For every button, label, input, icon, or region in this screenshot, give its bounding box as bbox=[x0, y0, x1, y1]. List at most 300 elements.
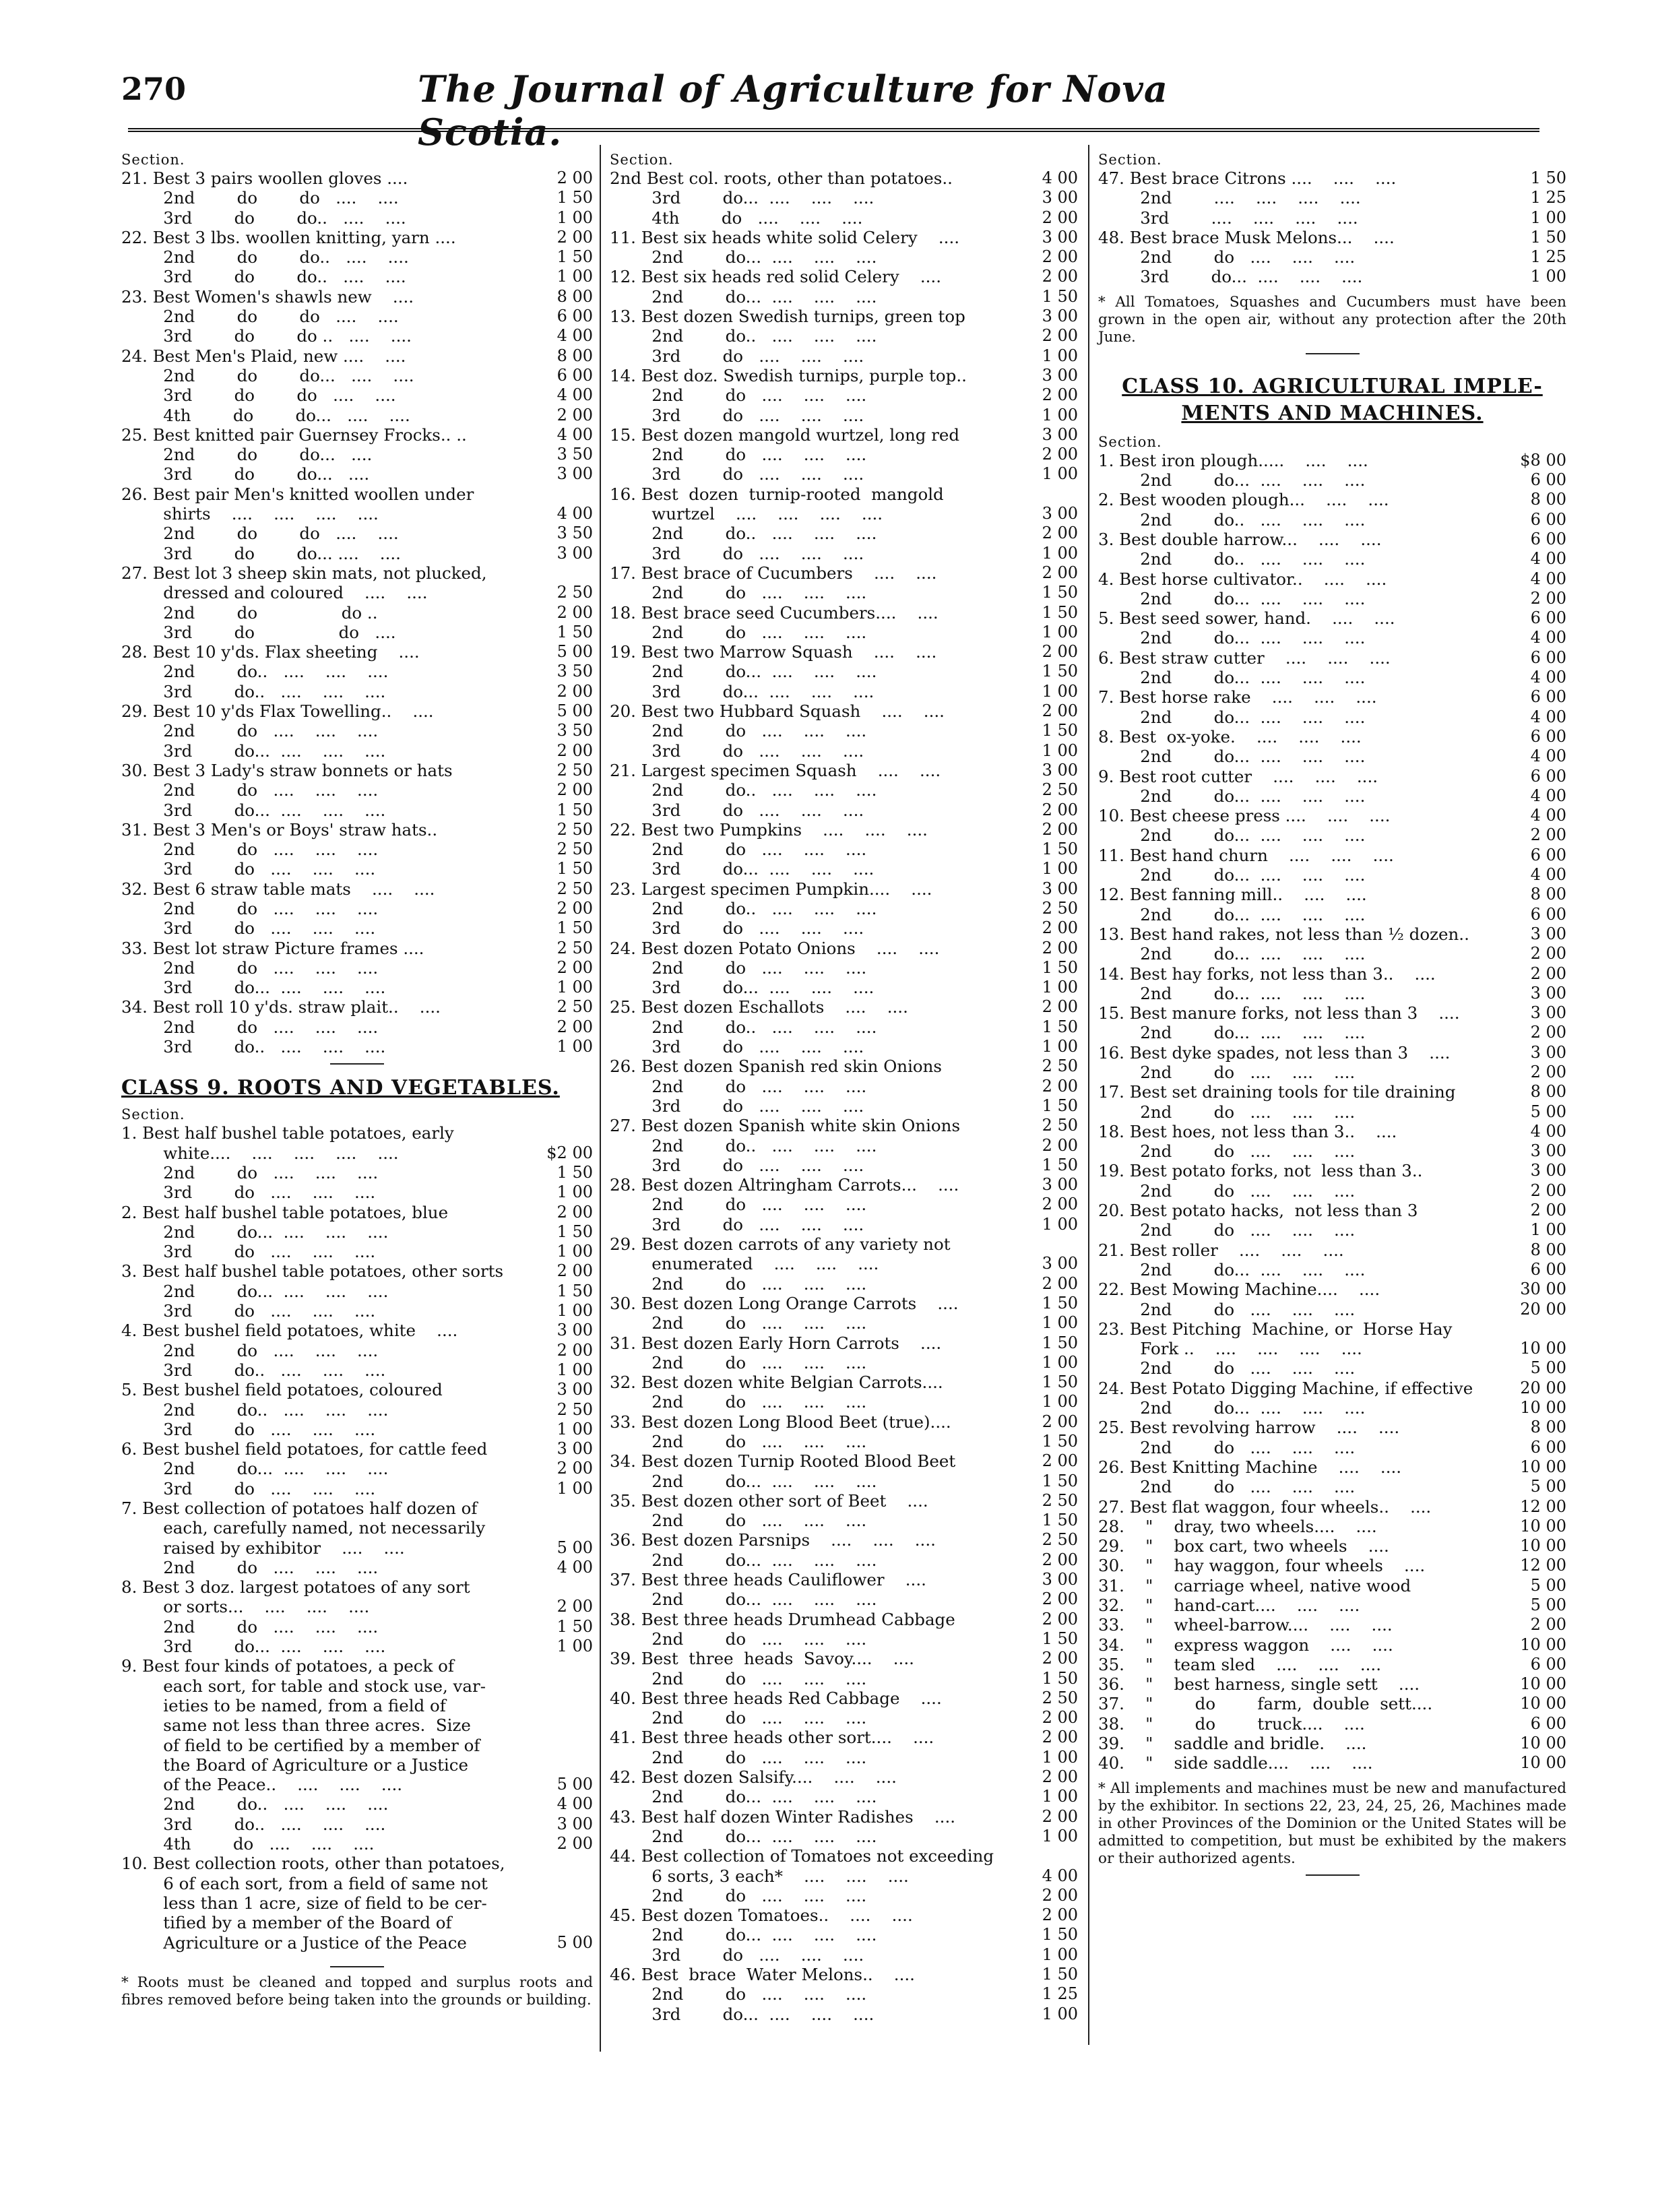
prize-amount: 1 00 bbox=[1042, 1037, 1078, 1056]
prize-row bbox=[121, 524, 593, 543]
prize-label: 3rd do .... .... .... bbox=[121, 1242, 376, 1262]
prize-row bbox=[1098, 786, 1566, 806]
prize-amount: 1 50 bbox=[1042, 1629, 1078, 1648]
prize-row bbox=[121, 1498, 593, 1518]
prize-row bbox=[1098, 1615, 1566, 1635]
prize-label: 24. Best dozen Potato Onions .... .... bbox=[610, 938, 940, 958]
prize-amount: 5 00 bbox=[556, 1932, 593, 1952]
prize-label: 3rd do .... .... .... bbox=[121, 1419, 376, 1439]
prize-row bbox=[121, 1400, 593, 1420]
prize-amount: 2 00 bbox=[1042, 1273, 1078, 1293]
prize-label: 2nd do... .... .... .... bbox=[1098, 668, 1366, 688]
prize-amount: 2 00 bbox=[1042, 938, 1078, 957]
prize-row bbox=[121, 425, 593, 445]
prize-amount: 6 00 bbox=[556, 307, 593, 326]
prize-label: 3rd do .... .... .... bbox=[121, 1478, 376, 1498]
prize-row bbox=[121, 741, 593, 761]
prize-amount: 2 00 bbox=[1042, 1589, 1078, 1609]
prize-label: 25. Best revolving harrow .... .... bbox=[1098, 1418, 1400, 1438]
prize-label: 2nd do... .... .... .... bbox=[1098, 1023, 1366, 1043]
prize-row bbox=[1098, 470, 1566, 490]
prize-row bbox=[121, 1854, 593, 1873]
prize-label: 3rd do.. .... .... .... bbox=[121, 1360, 386, 1380]
prize-amount: 4 00 bbox=[556, 504, 593, 524]
prize-label: 2nd do .... .... .... bbox=[610, 622, 867, 642]
prize-amount: 1 00 bbox=[1042, 978, 1078, 997]
prize-label: 2nd do .... .... .... bbox=[1098, 247, 1356, 267]
prize-amount: 3 00 bbox=[1530, 924, 1566, 943]
prize-label: 22. Best 3 lbs. woollen knitting, yarn .... bbox=[121, 227, 456, 247]
prize-amount bbox=[532, 1854, 593, 1873]
prize-row bbox=[121, 228, 593, 247]
prize-label: 2nd do... .... .... .... bbox=[610, 1550, 877, 1570]
prize-row bbox=[610, 1096, 1078, 1116]
running-head: The Journal of Agriculture for Nova Scotia. bbox=[418, 67, 1168, 154]
prize-amount: 10 00 bbox=[1520, 1398, 1566, 1418]
prize-amount: 4 00 bbox=[1530, 707, 1566, 726]
prize-row bbox=[1098, 1398, 1566, 1418]
prize-amount: 2 00 bbox=[1042, 1550, 1078, 1569]
prize-row bbox=[610, 1372, 1078, 1392]
prize-label: 2nd do.. .... .... .... bbox=[610, 1135, 877, 1156]
prize-row bbox=[610, 1589, 1078, 1609]
prize-amount: 1 50 bbox=[556, 1281, 593, 1300]
prize-row bbox=[610, 1472, 1078, 1491]
prize-row bbox=[1098, 1003, 1566, 1023]
prize-label: 2nd Best col. roots, other than potatoes.. bbox=[610, 168, 953, 188]
prize-amount: 1 00 bbox=[1042, 1313, 1078, 1333]
prize-row bbox=[610, 524, 1078, 543]
prize-label: 15. Best manure forks, not less than 3 .... bbox=[1098, 1003, 1460, 1023]
prize-row bbox=[1098, 569, 1566, 589]
prize-amount: 3 00 bbox=[1042, 504, 1078, 524]
prize-row bbox=[121, 859, 593, 879]
prize-label: 6. Best bushel field potatoes, for cattle feed bbox=[121, 1439, 488, 1459]
prize-label: 2nd do .... .... .... bbox=[1098, 1477, 1356, 1497]
prize-row bbox=[121, 701, 593, 721]
prize-row bbox=[610, 1412, 1078, 1432]
prize-amount: 2 00 bbox=[556, 740, 593, 760]
prize-row bbox=[610, 1530, 1078, 1550]
prize-row bbox=[1098, 228, 1566, 247]
prize-amount: 1 50 bbox=[1042, 1925, 1078, 1945]
prize-label: 2nd do... .... .... .... bbox=[1098, 707, 1366, 727]
prize-label: 2nd do .... .... .... bbox=[121, 840, 379, 860]
prize-row bbox=[1098, 608, 1566, 628]
prize-amount: 1 50 bbox=[1042, 1511, 1078, 1530]
prize-row bbox=[121, 406, 593, 425]
prize-amount: 6 00 bbox=[1530, 1654, 1566, 1674]
prize-amount: 3 00 bbox=[1042, 879, 1078, 898]
prize-amount: 2 00 bbox=[1042, 1728, 1078, 1747]
prize-label: 3rd do .... .... .... bbox=[610, 1945, 864, 1965]
prize-label: 2nd do .... .... .... bbox=[610, 721, 867, 741]
prize-row bbox=[610, 1767, 1078, 1787]
prize-amount: 2 00 bbox=[1042, 1767, 1078, 1787]
prize-label: 3rd do .... .... .... bbox=[610, 543, 864, 563]
prize-label: 2nd do .... .... .... bbox=[1098, 1437, 1356, 1457]
prize-amount: 2 00 bbox=[1042, 208, 1078, 227]
prize-row bbox=[121, 780, 593, 800]
prize-amount: 2 50 bbox=[556, 997, 593, 1017]
prize-amount: 1 50 bbox=[1042, 1471, 1078, 1490]
prize-row bbox=[1098, 490, 1566, 509]
prize-label: 2nd do .... .... .... bbox=[121, 1162, 379, 1182]
prize-label: 3rd do do .... .... bbox=[121, 385, 396, 406]
prize-row bbox=[1098, 1161, 1566, 1180]
prize-label: 29. Best dozen carrots of any variety not bbox=[610, 1234, 951, 1255]
prize-amount: 1 25 bbox=[1042, 1984, 1078, 2004]
separator-rule bbox=[1098, 346, 1566, 373]
prize-label: tified by a member of the Board of bbox=[121, 1913, 452, 1933]
prize-amount: 2 00 bbox=[1530, 1062, 1566, 1081]
prize-amount: 1 00 bbox=[1042, 681, 1078, 701]
prize-row bbox=[1098, 1556, 1566, 1575]
prize-row bbox=[1098, 885, 1566, 904]
prize-row bbox=[610, 504, 1078, 524]
prize-label: 23. Best Women's shawls new .... bbox=[121, 286, 414, 307]
prize-row bbox=[121, 1597, 593, 1616]
prize-amount: 2 00 bbox=[556, 1459, 593, 1478]
prize-amount: 4 00 bbox=[1530, 628, 1566, 647]
prize-label: 2nd do .... .... .... bbox=[1098, 1220, 1356, 1240]
prize-row bbox=[121, 721, 593, 740]
prize-amount: 1 25 bbox=[1530, 247, 1566, 267]
prize-label: 2nd do... .... .... .... bbox=[1098, 1398, 1366, 1418]
prize-row bbox=[610, 563, 1078, 583]
prize-label: 3rd do... .... .... .... bbox=[610, 2004, 874, 2024]
prize-amount: 2 50 bbox=[1042, 1490, 1078, 1510]
prize-row bbox=[121, 1893, 593, 1913]
prize-row bbox=[610, 168, 1078, 188]
prize-label: 5. Best seed sower, hand. .... .... bbox=[1098, 608, 1395, 629]
prize-row bbox=[121, 1775, 593, 1794]
class-10-heading-line1: CLASS 10. AGRICULTURAL IMPLE- bbox=[1122, 374, 1543, 398]
prize-row bbox=[610, 1669, 1078, 1688]
prize-amount: 10 00 bbox=[1520, 1674, 1566, 1694]
prize-row bbox=[610, 1333, 1078, 1353]
prize-amount: 1 00 bbox=[1530, 208, 1566, 227]
prize-amount: 3 50 bbox=[556, 445, 593, 464]
prize-row bbox=[1098, 168, 1566, 188]
prize-amount: 1 00 bbox=[1530, 267, 1566, 286]
prize-row bbox=[1098, 1023, 1566, 1042]
prize-label: 40. Best three heads Red Cabbage .... bbox=[610, 1688, 942, 1708]
prize-label: 2nd do .... .... .... bbox=[610, 583, 867, 603]
prize-list-melons bbox=[1098, 168, 1566, 287]
column-divider-2 bbox=[1088, 145, 1089, 2045]
prize-amount: 8 00 bbox=[1530, 885, 1566, 904]
prize-row bbox=[610, 1234, 1078, 1254]
prize-row bbox=[610, 1708, 1078, 1728]
prize-amount: 1 50 bbox=[1042, 1333, 1078, 1352]
prize-label: 3rd do... .... .... .... bbox=[1098, 267, 1363, 287]
page-number: 270 bbox=[121, 71, 187, 107]
prize-label: 3rd do.. .... .... .... bbox=[121, 1037, 386, 1057]
prize-label: 2nd do .... .... .... bbox=[610, 957, 867, 978]
prize-amount: 12 00 bbox=[1520, 1556, 1566, 1575]
prize-label: 33. Best lot straw Picture frames .... bbox=[121, 938, 424, 958]
prize-row bbox=[1098, 1063, 1566, 1082]
prize-row bbox=[610, 1807, 1078, 1827]
prize-amount: 3 00 bbox=[1042, 227, 1078, 247]
prize-row bbox=[610, 958, 1078, 978]
prize-row bbox=[610, 899, 1078, 918]
prize-label: 2nd do... .... .... .... bbox=[610, 1826, 877, 1846]
prize-amount: 2 00 bbox=[556, 405, 593, 424]
prize-amount: 2 00 bbox=[1042, 1412, 1078, 1431]
prize-row bbox=[1098, 188, 1566, 208]
prize-row bbox=[1098, 267, 1566, 286]
prize-label: 2nd do... .... .... .... bbox=[1098, 825, 1366, 846]
prize-row bbox=[610, 1175, 1078, 1195]
prize-amount: 6 00 bbox=[1530, 1713, 1566, 1733]
prize-amount: 1 50 bbox=[1042, 840, 1078, 859]
prize-label: 2nd do... .... .... .... bbox=[121, 1459, 389, 1479]
prize-row bbox=[121, 1794, 593, 1814]
prize-row bbox=[610, 603, 1078, 623]
prize-label: 2nd do .... .... .... bbox=[1098, 1062, 1356, 1082]
prize-amount: 2 50 bbox=[556, 840, 593, 859]
prize-amount: 1 00 bbox=[1042, 2004, 1078, 2023]
prize-label: 3rd do... .... .... .... bbox=[121, 978, 386, 998]
prize-label: 2nd do .... .... .... bbox=[1098, 1358, 1356, 1379]
prize-amount: 2 00 bbox=[1042, 918, 1078, 938]
prize-label: 2nd do... .... .... .... bbox=[1098, 588, 1366, 608]
prize-row bbox=[610, 385, 1078, 405]
prize-label: 27. Best flat waggon, four wheels.. .... bbox=[1098, 1496, 1432, 1517]
prize-amount bbox=[1017, 1846, 1078, 1866]
prize-label: 34. Best dozen Turnip Rooted Blood Beet bbox=[610, 1451, 956, 1472]
prize-row bbox=[1098, 1379, 1566, 1398]
prize-amount: 3 00 bbox=[556, 1380, 593, 1399]
prize-row bbox=[1098, 1457, 1566, 1477]
prize-label: 14. Best hay forks, not less than 3.. .... bbox=[1098, 963, 1436, 984]
prize-amount: $8 00 bbox=[1520, 450, 1566, 470]
prize-label: 2nd do .... .... .... bbox=[610, 1313, 867, 1333]
prize-amount: 3 00 bbox=[1042, 1254, 1078, 1273]
prize-row bbox=[1098, 806, 1566, 825]
column-3 bbox=[1098, 152, 1566, 1908]
prize-amount: 30 00 bbox=[1520, 1279, 1566, 1299]
prize-label: 4th do .... .... .... bbox=[610, 208, 863, 228]
prize-amount: 3 00 bbox=[556, 543, 593, 563]
prize-label: 8. Best ox-yoke. .... .... .... bbox=[1098, 726, 1362, 747]
prize-amount: 2 00 bbox=[1530, 1023, 1566, 1042]
separator-rule bbox=[1098, 1868, 1566, 1908]
prize-amount: 4 00 bbox=[556, 385, 593, 405]
prize-amount: 2 00 bbox=[556, 227, 593, 247]
prize-list-textiles bbox=[121, 168, 593, 1056]
prize-row bbox=[610, 1136, 1078, 1156]
prize-amount: 1 25 bbox=[1530, 188, 1566, 208]
prize-row bbox=[1098, 589, 1566, 608]
prize-row bbox=[610, 939, 1078, 958]
prize-label: 6. Best straw cutter .... .... .... bbox=[1098, 647, 1391, 668]
prize-label: 33. " wheel-barrow.... .... .... bbox=[1098, 1615, 1393, 1635]
prize-amount: 8 00 bbox=[556, 286, 593, 306]
prize-amount: 2 00 bbox=[1042, 1195, 1078, 1214]
prize-label: 4. Best bushel field potatoes, white .... bbox=[121, 1321, 458, 1341]
prize-amount: 1 50 bbox=[556, 1162, 593, 1182]
prize-label: 25. Best dozen Eschallots .... .... bbox=[610, 997, 908, 1017]
prize-row bbox=[1098, 451, 1566, 470]
prize-label: 2nd do do .... .... bbox=[121, 307, 399, 327]
prize-row bbox=[121, 1637, 593, 1656]
prize-row bbox=[1098, 1082, 1566, 1102]
prize-label: 3rd do do .... bbox=[121, 622, 396, 642]
prize-amount: 3 00 bbox=[1530, 1161, 1566, 1180]
prize-amount: 1 00 bbox=[1042, 1747, 1078, 1767]
prize-row bbox=[610, 228, 1078, 247]
prize-row bbox=[121, 1163, 593, 1182]
prize-amount: 6 00 bbox=[1530, 608, 1566, 628]
prize-label: 2nd do do... .... bbox=[121, 445, 373, 465]
prize-amount: 1 00 bbox=[1042, 1826, 1078, 1845]
prize-row bbox=[1098, 1418, 1566, 1437]
prize-amount: 10 00 bbox=[1520, 1536, 1566, 1556]
prize-row bbox=[1098, 510, 1566, 530]
prize-row bbox=[610, 642, 1078, 662]
prize-amount: 1 50 bbox=[1042, 1017, 1078, 1036]
prize-label: 41. Best three heads other sort.... .... bbox=[610, 1728, 934, 1748]
prize-label: 2nd do .... .... .... bbox=[610, 1885, 867, 1905]
prize-label: 13. Best hand rakes, not less than ½ dozen.. bbox=[1098, 924, 1469, 944]
prize-row bbox=[121, 623, 593, 642]
prize-label: 34. Best roll 10 y'ds. straw plait.. .... bbox=[121, 997, 441, 1017]
prize-amount: 1 00 bbox=[1042, 859, 1078, 879]
prize-amount: 1 50 bbox=[1042, 1668, 1078, 1688]
prize-amount: 1 50 bbox=[556, 188, 593, 208]
prize-amount: 2 00 bbox=[1530, 944, 1566, 963]
prize-row bbox=[121, 307, 593, 326]
prize-row bbox=[1098, 1102, 1566, 1122]
prize-amount bbox=[532, 1498, 593, 1518]
prize-label: 2nd do .... .... .... bbox=[1098, 1102, 1356, 1122]
prize-amount bbox=[532, 1736, 593, 1755]
prize-label: 2nd do .... .... .... bbox=[610, 385, 867, 406]
prize-amount: 10 00 bbox=[1520, 1516, 1566, 1536]
prize-label: 39. " saddle and bridle. .... bbox=[1098, 1734, 1367, 1754]
prize-amount: 12 00 bbox=[1520, 1496, 1566, 1516]
prize-row bbox=[1098, 1358, 1566, 1378]
prize-amount: 3 00 bbox=[1042, 424, 1078, 444]
prize-label: 2nd do... .... .... .... bbox=[1098, 865, 1366, 885]
prize-row bbox=[1098, 1536, 1566, 1556]
prize-row bbox=[121, 761, 593, 780]
prize-amount: 1 50 bbox=[1042, 662, 1078, 681]
prize-label: 27. Best lot 3 sheep skin mats, not plucked, bbox=[121, 563, 487, 583]
prize-label: 28. Best dozen Altringham Carrots... .... bbox=[610, 1175, 959, 1195]
prize-list-vegetables bbox=[610, 168, 1078, 2024]
prize-label: 3rd do .... .... .... bbox=[121, 1182, 376, 1203]
prize-label: 2nd do .... .... .... bbox=[610, 840, 867, 860]
prize-row bbox=[121, 939, 593, 958]
prize-label: 6 sorts, 3 each* .... .... .... bbox=[610, 1866, 909, 1886]
note-open-air: * All Tomatoes, Squashes and Cucumbers must have been grown in the open air, without any protection after the 20th June. bbox=[1098, 293, 1566, 346]
prize-label: 37. Best three heads Cauliflower .... bbox=[610, 1570, 926, 1590]
prize-amount: 20 00 bbox=[1520, 1299, 1566, 1319]
prize-row bbox=[610, 780, 1078, 800]
prize-amount: 6 00 bbox=[1530, 766, 1566, 786]
prize-label: 2nd do .... .... .... bbox=[121, 898, 379, 918]
prize-amount: 8 00 bbox=[1530, 490, 1566, 509]
prize-label: 47. Best brace Citrons .... .... .... bbox=[1098, 168, 1397, 188]
prize-amount: 2 50 bbox=[1042, 1530, 1078, 1550]
prize-amount: 2 50 bbox=[1042, 1688, 1078, 1707]
prize-row bbox=[121, 1676, 593, 1696]
prize-amount: 4 00 bbox=[1530, 806, 1566, 825]
prize-amount: 2 00 bbox=[556, 1202, 593, 1222]
prize-label: 24. Best Potato Digging Machine, if effective bbox=[1098, 1378, 1473, 1398]
prize-label: 2nd do.. .... .... .... bbox=[610, 524, 877, 544]
prize-label: 15. Best dozen mangold wurtzel, long red bbox=[610, 424, 960, 445]
class-9-heading: CLASS 9. ROOTS AND VEGETABLES. bbox=[121, 1076, 560, 1100]
prize-amount: 5 00 bbox=[1530, 1595, 1566, 1614]
prize-row bbox=[1098, 1181, 1566, 1201]
prize-row bbox=[121, 287, 593, 307]
prize-label: 3rd do... .... .... .... bbox=[121, 800, 386, 820]
prize-amount: 6 00 bbox=[1530, 687, 1566, 707]
prize-amount: 1 00 bbox=[556, 1242, 593, 1261]
prize-amount: 1 50 bbox=[556, 247, 593, 267]
prize-label: 2nd do .... .... .... bbox=[610, 1629, 867, 1649]
prize-row bbox=[610, 544, 1078, 563]
prize-label: 2nd do .... .... .... bbox=[610, 1668, 867, 1688]
prize-label: 2nd do... .... .... .... bbox=[1098, 628, 1366, 648]
prize-label: 30. " hay waggon, four wheels .... bbox=[1098, 1556, 1426, 1576]
prize-row bbox=[610, 1629, 1078, 1649]
prize-row bbox=[1098, 1674, 1566, 1694]
prize-label: 30. Best 3 Lady's straw bonnets or hats bbox=[121, 760, 453, 780]
prize-amount: 2 00 bbox=[1530, 588, 1566, 608]
prize-row bbox=[121, 1755, 593, 1775]
prize-label: 3rd do.. .... .... .... bbox=[121, 1814, 386, 1834]
prize-amount: 6 00 bbox=[1530, 845, 1566, 864]
prize-amount: 2 00 bbox=[1042, 819, 1078, 839]
prize-row bbox=[610, 1570, 1078, 1589]
prize-row bbox=[121, 1203, 593, 1222]
prize-amount: 2 00 bbox=[1042, 1135, 1078, 1155]
prize-label: 8. Best 3 doz. largest potatoes of any sort bbox=[121, 1577, 470, 1598]
separator-rule bbox=[121, 1959, 593, 1974]
prize-row bbox=[1098, 1714, 1566, 1734]
prize-label: 35. Best dozen other sort of Beet .... bbox=[610, 1490, 928, 1511]
prize-label: 2nd do .... .... .... bbox=[610, 1392, 867, 1412]
prize-label: 3rd do .... .... .... bbox=[610, 800, 864, 820]
prize-amount bbox=[532, 1656, 593, 1676]
prize-label: 2nd do .... .... .... bbox=[1098, 1141, 1356, 1162]
prize-row bbox=[610, 741, 1078, 761]
prize-label: 33. Best dozen Long Blood Beet (true).... bbox=[610, 1412, 951, 1432]
prize-row bbox=[610, 208, 1078, 228]
prize-amount: 1 50 bbox=[556, 859, 593, 879]
prize-row bbox=[1098, 944, 1566, 963]
prize-amount: 8 00 bbox=[556, 346, 593, 365]
prize-label: 16. Best dyke spades, not less than 3 .... bbox=[1098, 1042, 1451, 1063]
prize-label: 2nd do .... .... .... bbox=[121, 1616, 379, 1637]
prize-row bbox=[610, 1748, 1078, 1767]
prize-label: 11. Best six heads white solid Celery .... bbox=[610, 227, 960, 247]
prize-amount: 5 00 bbox=[1530, 1575, 1566, 1595]
prize-amount: 1 50 bbox=[1042, 1372, 1078, 1392]
prize-label: Agriculture or a Justice of the Peace bbox=[121, 1932, 467, 1953]
prize-label: 19. Best potato forks, not less than 3.. bbox=[1098, 1161, 1423, 1181]
prize-amount bbox=[1017, 1234, 1078, 1254]
prize-row bbox=[121, 1558, 593, 1577]
prize-row bbox=[610, 1077, 1078, 1096]
prize-row bbox=[610, 247, 1078, 267]
